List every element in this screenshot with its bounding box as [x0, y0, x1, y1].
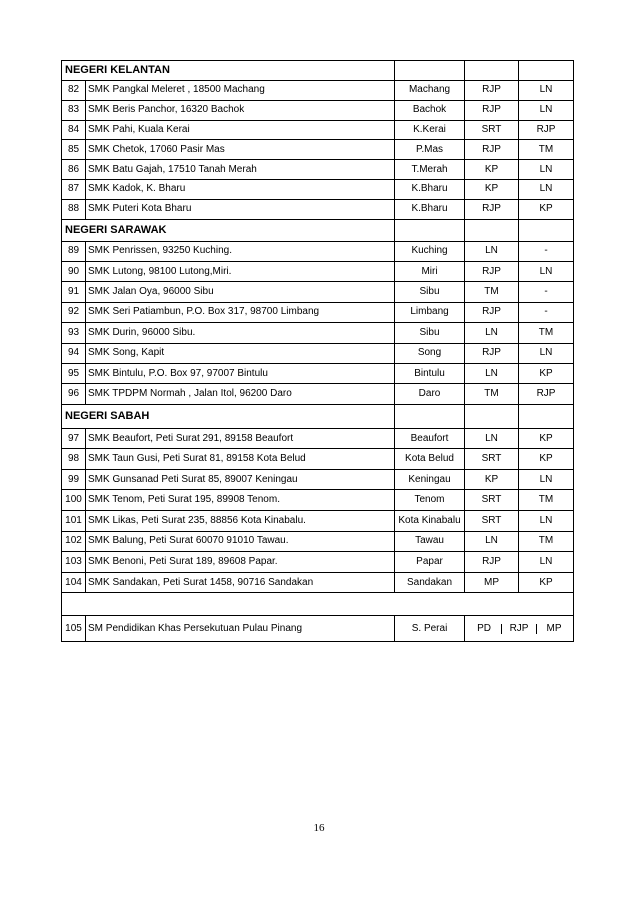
school-name: SMK Song, Kapit — [86, 343, 395, 363]
code-2: LN — [519, 179, 574, 199]
code-2: KP — [519, 572, 574, 593]
school-name: SMK Beris Panchor, 16320 Bachok — [86, 100, 395, 120]
table-row — [62, 140, 574, 160]
town: Kuching — [395, 241, 465, 261]
code-2: LN — [519, 552, 574, 573]
table-row — [62, 428, 574, 449]
table-row — [62, 469, 574, 490]
school-name: SMK Beaufort, Peti Surat 291, 89158 Beaufort — [86, 428, 395, 449]
code-1: LN — [465, 428, 519, 449]
code-2: LN — [519, 343, 574, 363]
row-number: 104 — [62, 572, 86, 593]
table-row — [62, 343, 574, 363]
table-row-special — [62, 616, 574, 642]
row-number: 83 — [62, 100, 86, 120]
empty-row — [62, 593, 574, 616]
empty-cell — [519, 404, 574, 428]
code-2: - — [519, 302, 574, 322]
code-2: LN — [519, 261, 574, 281]
town: Tenom — [395, 490, 465, 511]
code-1: KP — [465, 160, 519, 180]
code-2: - — [519, 282, 574, 302]
code-1: LN — [465, 241, 519, 261]
school-name: SMK Tenom, Peti Surat 195, 89908 Tenom. — [86, 490, 395, 511]
town: Limbang — [395, 302, 465, 322]
table-row — [62, 531, 574, 552]
table-row — [62, 160, 574, 180]
code-1: SRT — [465, 511, 519, 532]
table-row — [62, 490, 574, 511]
code-1: LN — [465, 531, 519, 552]
code-1: KP — [465, 179, 519, 199]
town: Sibu — [395, 323, 465, 343]
town: K.Bharu — [395, 199, 465, 219]
table-row — [62, 511, 574, 532]
code-2: KP — [519, 363, 574, 383]
code-1: RJP — [465, 100, 519, 120]
code-2: RJP — [519, 120, 574, 140]
town: Kota Kinabalu — [395, 511, 465, 532]
code-1: PD — [477, 622, 491, 634]
code-1: RJP — [465, 261, 519, 281]
row-number: 84 — [62, 120, 86, 140]
table-row — [62, 449, 574, 470]
school-name: SMK Batu Gajah, 17510 Tanah Merah — [86, 160, 395, 180]
code-2: KP — [519, 449, 574, 470]
code-2: TM — [519, 531, 574, 552]
code-1: TM — [465, 282, 519, 302]
code-2: LN — [519, 469, 574, 490]
row-number: 90 — [62, 261, 86, 281]
section-title: NEGERI SARAWAK — [62, 219, 395, 241]
school-name: SM Pendidikan Khas Persekutuan Pulau Pinang — [86, 616, 395, 642]
table-row — [62, 100, 574, 120]
code-1: LN — [465, 363, 519, 383]
school-name: SMK Gunsanad Peti Surat 85, 89007 Keningau — [86, 469, 395, 490]
school-name: SMK Lutong, 98100 Lutong,Miri. — [86, 261, 395, 281]
code-2: KP — [519, 428, 574, 449]
code-2: TM — [519, 323, 574, 343]
school-name: SMK Taun Gusi, Peti Surat 81, 89158 Kota Belud — [86, 449, 395, 470]
row-number: 100 — [62, 490, 86, 511]
school-name: SMK Sandakan, Peti Surat 1458, 90716 Sandakan — [86, 572, 395, 593]
code-1: TM — [465, 384, 519, 404]
row-number: 87 — [62, 179, 86, 199]
town: Tawau — [395, 531, 465, 552]
code-1: RJP — [465, 199, 519, 219]
empty-cell — [395, 404, 465, 428]
row-number: 96 — [62, 384, 86, 404]
town: T.Merah — [395, 160, 465, 180]
code-3: MP — [546, 622, 562, 634]
empty-cell — [519, 219, 574, 241]
code-2: LN — [519, 160, 574, 180]
row-number: 101 — [62, 511, 86, 532]
table-row — [62, 363, 574, 383]
town: Keningau — [395, 469, 465, 490]
code-1: SRT — [465, 449, 519, 470]
town: Daro — [395, 384, 465, 404]
code-1: KP — [465, 469, 519, 490]
town: Bachok — [395, 100, 465, 120]
table-row — [62, 241, 574, 261]
code-1: RJP — [465, 140, 519, 160]
code-2: TM — [519, 140, 574, 160]
school-name: SMK Penrissen, 93250 Kuching. — [86, 241, 395, 261]
town: Sibu — [395, 282, 465, 302]
table-row — [62, 323, 574, 343]
row-number: 86 — [62, 160, 86, 180]
table-row — [62, 120, 574, 140]
town: Papar — [395, 552, 465, 573]
table-row — [62, 199, 574, 219]
school-name: SMK Seri Patiambun, P.O. Box 317, 98700 Limbang — [86, 302, 395, 322]
empty-cell — [62, 593, 574, 616]
town: Beaufort — [395, 428, 465, 449]
codes-group — [467, 624, 571, 634]
section-header-kelantan — [62, 61, 574, 81]
code-2: LN — [519, 81, 574, 101]
code-1: SRT — [465, 120, 519, 140]
row-number: 98 — [62, 449, 86, 470]
code-2: TM — [519, 490, 574, 511]
school-name: SMK Likas, Peti Surat 235, 88856 Kota Kinabalu. — [86, 511, 395, 532]
school-name: SMK Benoni, Peti Surat 189, 89608 Papar. — [86, 552, 395, 573]
row-number: 89 — [62, 241, 86, 261]
section-header-sarawak — [62, 219, 574, 241]
row-number: 88 — [62, 199, 86, 219]
table-row — [62, 302, 574, 322]
empty-cell — [465, 219, 519, 241]
town: K.Kerai — [395, 120, 465, 140]
section-title: NEGERI KELANTAN — [62, 61, 395, 81]
section-title: NEGERI SABAH — [62, 404, 395, 428]
code-1: MP — [465, 572, 519, 593]
row-number: 93 — [62, 323, 86, 343]
empty-cell — [465, 404, 519, 428]
table-row — [62, 179, 574, 199]
code-2: KP — [519, 199, 574, 219]
table-row — [62, 282, 574, 302]
table-row — [62, 261, 574, 281]
empty-cell — [395, 219, 465, 241]
school-name: SMK Jalan Oya, 96000 Sibu — [86, 282, 395, 302]
row-number: 97 — [62, 428, 86, 449]
codes-cell — [465, 616, 574, 642]
school-name: SMK Pangkal Meleret , 18500 Machang — [86, 81, 395, 101]
code-2: LN — [519, 511, 574, 532]
code-2: RJP — [509, 622, 529, 634]
code-1: LN — [465, 323, 519, 343]
town: Miri — [395, 261, 465, 281]
row-number: 82 — [62, 81, 86, 101]
row-number: 94 — [62, 343, 86, 363]
table-row — [62, 552, 574, 573]
code-1: RJP — [465, 302, 519, 322]
row-number: 91 — [62, 282, 86, 302]
school-name: SMK TPDPM Normah , Jalan Itol, 96200 Daro — [86, 384, 395, 404]
code-2: - — [519, 241, 574, 261]
row-number: 85 — [62, 140, 86, 160]
town: S. Perai — [395, 616, 465, 642]
row-number: 99 — [62, 469, 86, 490]
school-name: SMK Puteri Kota Bharu — [86, 199, 395, 219]
row-number: 92 — [62, 302, 86, 322]
town: Machang — [395, 81, 465, 101]
row-number: 105 — [62, 616, 86, 642]
code-1: RJP — [465, 343, 519, 363]
school-name: SMK Kadok, K. Bharu — [86, 179, 395, 199]
table-row — [62, 384, 574, 404]
row-number: 95 — [62, 363, 86, 383]
row-number: 103 — [62, 552, 86, 573]
school-name: SMK Chetok, 17060 Pasir Mas — [86, 140, 395, 160]
code-2: RJP — [519, 384, 574, 404]
town: K.Bharu — [395, 179, 465, 199]
table-row — [62, 81, 574, 101]
code-1: RJP — [465, 81, 519, 101]
table-row — [62, 572, 574, 593]
school-name: SMK Bintulu, P.O. Box 97, 97007 Bintulu — [86, 363, 395, 383]
town: Bintulu — [395, 363, 465, 383]
school-name: SMK Durin, 96000 Sibu. — [86, 323, 395, 343]
town: P.Mas — [395, 140, 465, 160]
code-1: SRT — [465, 490, 519, 511]
school-name: SMK Pahi, Kuala Kerai — [86, 120, 395, 140]
school-list-table — [61, 60, 574, 642]
code-2: LN — [519, 100, 574, 120]
code-1: RJP — [465, 552, 519, 573]
town: Sandakan — [395, 572, 465, 593]
town: Kota Belud — [395, 449, 465, 470]
section-header-sabah — [62, 404, 574, 428]
school-name: SMK Balung, Peti Surat 60070 91010 Tawau. — [86, 531, 395, 552]
town: Song — [395, 343, 465, 363]
page-number: 16 — [313, 822, 325, 834]
row-number: 102 — [62, 531, 86, 552]
